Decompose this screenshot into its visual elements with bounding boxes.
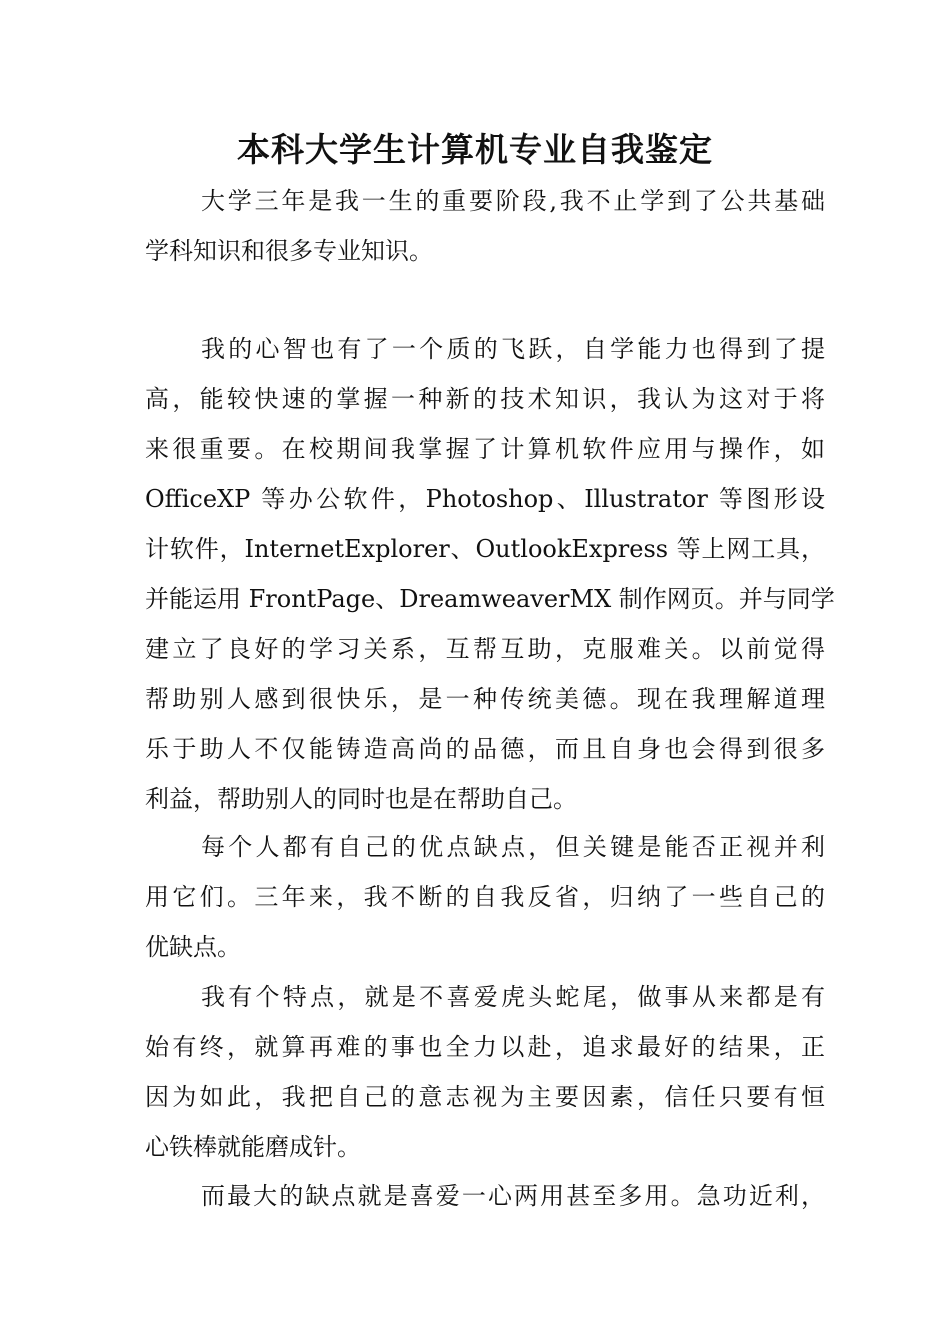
paragraph-line: 学科知识和很多专业知识。 [145, 237, 433, 265]
paragraph-line: 用它们。三年来，我不断的自我反省，归纳了一些自己的 [145, 883, 825, 911]
paragraph-1 [145, 176, 825, 276]
paragraph-line: 计软件，InternetExplorer、OutlookExpress 等上网工具， [145, 535, 825, 563]
paragraph-line: 大学三年是我一生的重要阶段,我不止学到了公共基础 [201, 187, 825, 215]
paragraph-2 [145, 324, 835, 824]
paragraph-line: 因为如此，我把自己的意志视为主要因素，信任只要有恒 [145, 1083, 825, 1111]
paragraph-line: 帮助别人感到很快乐，是一种传统美德。现在我理解道理 [145, 685, 825, 713]
paragraph-line: OfficeXP 等办公软件，Photoshop、Illustrator 等图形设 [145, 485, 825, 513]
paragraph-line: 心铁棒就能磨成针。 [145, 1133, 361, 1161]
paragraph-line: 我的心智也有了一个质的飞跃，自学能力也得到了提 [201, 335, 825, 363]
paragraph-line: 并能运用 FrontPage、DreamweaverMX 制作网页。并与同学 [145, 585, 835, 613]
paragraph-line: 乐于助人不仅能铸造高尚的品德，而且自身也会得到很多 [145, 735, 825, 763]
paragraph-4 [145, 972, 825, 1172]
paragraph-5 [145, 1171, 825, 1221]
paragraph-line: 利益，帮助别人的同时也是在帮助自己。 [145, 785, 577, 813]
paragraph-line: 每个人都有自己的优点缺点，但关键是能否正视并利 [201, 833, 825, 861]
paragraph-line: 高，能较快速的掌握一种新的技术知识，我认为这对于将 [145, 385, 825, 413]
paragraph-line: 来很重要。在校期间我掌握了计算机软件应用与操作，如 [145, 435, 825, 463]
paragraph-line: 我有个特点，就是不喜爱虎头蛇尾，做事从来都是有 [201, 983, 825, 1011]
paragraph-3 [145, 822, 825, 972]
document-title: 本科大学生计算机专业自我鉴定 [237, 130, 713, 169]
paragraph-line: 始有终，就算再难的事也全力以赴，追求最好的结果，正 [145, 1033, 825, 1061]
paragraph-line: 优缺点。 [145, 933, 241, 961]
paragraph-line: 而最大的缺点就是喜爱一心两用甚至多用。急功近利， [201, 1182, 825, 1210]
paragraph-line: 建立了良好的学习关系，互帮互助，克服难关。以前觉得 [145, 635, 825, 663]
